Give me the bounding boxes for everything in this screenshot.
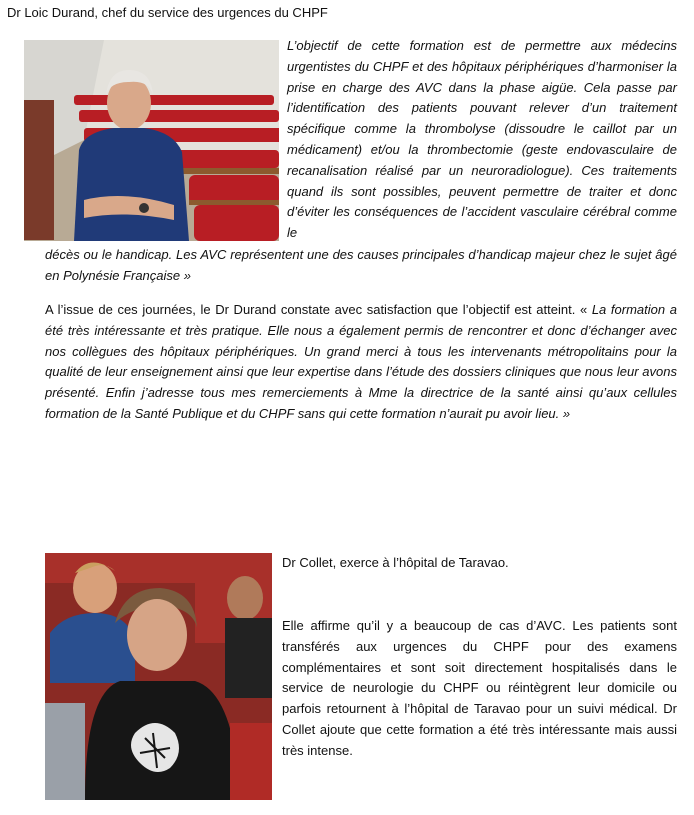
durand-photo-illustration	[24, 40, 279, 241]
collet-body: Elle affirme qu’il y a beaucoup de cas d’AVC. Les patients sont transférés aux urgences du CHPF pour des examens complémentaires et sont soit directement hospitalisés dans le service de neurologie du CHPF ou réintègrent leur domicile ou parfois retournent à l’hôpital de Taravao pour un suivi médical. Dr Collet ajoute que cette formation a été très intéressante mais aussi très intense.	[282, 618, 677, 758]
durand-photo	[24, 40, 279, 241]
collet-photo	[45, 553, 272, 800]
collet-intro: Dr Collet, exerce à l’hôpital de Taravao.	[282, 555, 509, 570]
collet-photo-illustration	[45, 553, 272, 800]
photo-caption: Dr Loic Durand, chef du service des urgences du CHPF	[7, 5, 328, 20]
durand-statement-quote: La formation a été très intéressante et très pratique. Elle nous a également permis de rencontrer et donc d’échanger avec nos collègues des hôpitaux périphériques. Un grand merci à tous les intervenants métropolitains pour la qualité de leur enseignement ainsi que leur expertise dans l’étude des dossiers cliniques que nous leur avons présenté. Enfin j’adresse tous mes remerciements à Mme la directrice de la santé ainsi qu’aux cellules formation de la Santé Publique et du CHPF sans qui cette formation n’aurait pu avoir lieu. »	[45, 302, 677, 421]
durand-quote-part1: L’objectif de cette formation est de permettre aux médecins urgentistes du CHPF et des hôpitaux périphériques d’harmoniser la prise en charge des AVC dans la phase aigüe. Cela passe par l’identification des patients pouvant relever d’un traitement spécifique comme la thrombolyse (dissoudre le caillot par un médicament) et/ou la thrombectomie (geste endovasculaire de recanalisation réalisé par un neuroradiologue). Ces traitements quand ils sont possibles, peuvent permettre de traiter et donc d’éviter les conséquences de l’accident vasculaire cérébral comme le	[287, 38, 677, 241]
durand-statement-intro: A l’issue de ces journées, le Dr Durand constate avec satisfaction que l’objectif est atteint. «	[45, 302, 592, 317]
durand-quote-part2: décès ou le handicap. Les AVC représentent une des causes principales d’handicap majeur chez le sujet âgé en Polynésie Française »	[45, 247, 677, 283]
durand-statement-paragraph	[45, 300, 677, 425]
